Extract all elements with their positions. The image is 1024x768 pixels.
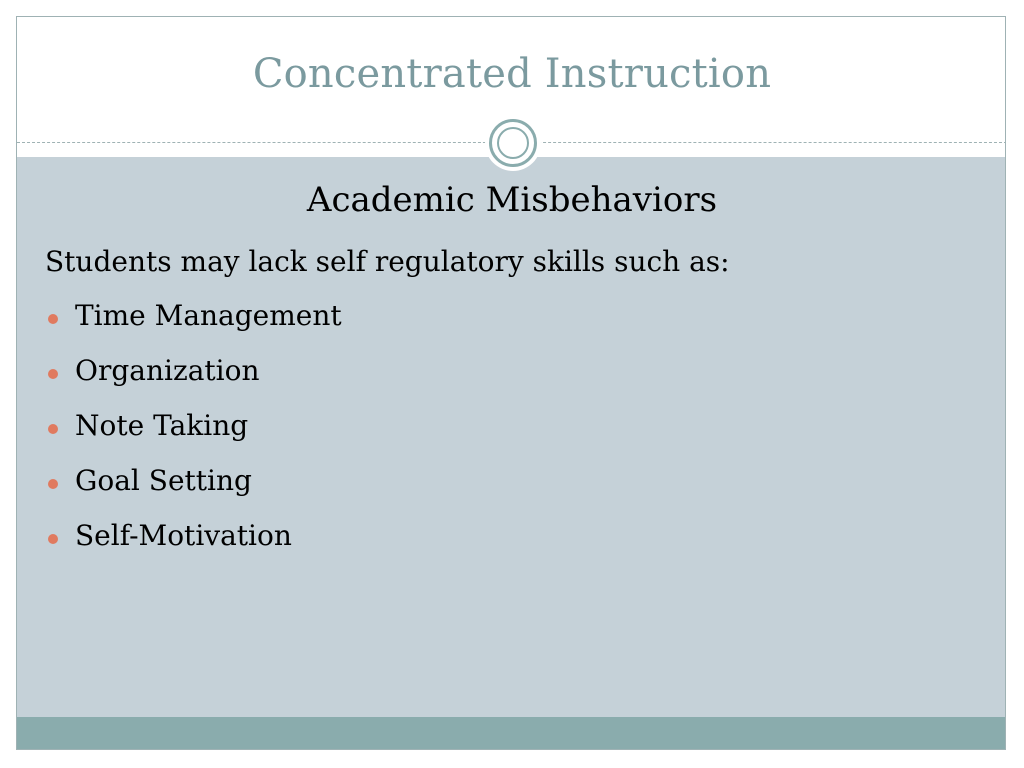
bullet-text: Time Management bbox=[75, 299, 342, 332]
bullet-dot-icon bbox=[48, 534, 58, 544]
slide bbox=[16, 16, 1006, 750]
bullet-text: Note Taking bbox=[75, 409, 249, 442]
bullet-text: Organization bbox=[75, 354, 260, 387]
bullet-dot-icon bbox=[48, 424, 58, 434]
bullet-dot-icon bbox=[48, 369, 58, 379]
bullet-dot-icon bbox=[48, 479, 58, 489]
bullet-text: Self-Motivation bbox=[75, 519, 292, 552]
bullet-dot-icon bbox=[48, 314, 58, 324]
footer-bar bbox=[17, 717, 1006, 750]
bullet-text: Goal Setting bbox=[75, 464, 252, 497]
slide-title: Concentrated Instruction bbox=[252, 51, 772, 97]
intro-text: Students may lack self regulatory skills such as: bbox=[45, 245, 730, 278]
slide-subheading: Academic Misbehaviors bbox=[306, 180, 718, 220]
circle-ornament-icon bbox=[485, 115, 541, 171]
